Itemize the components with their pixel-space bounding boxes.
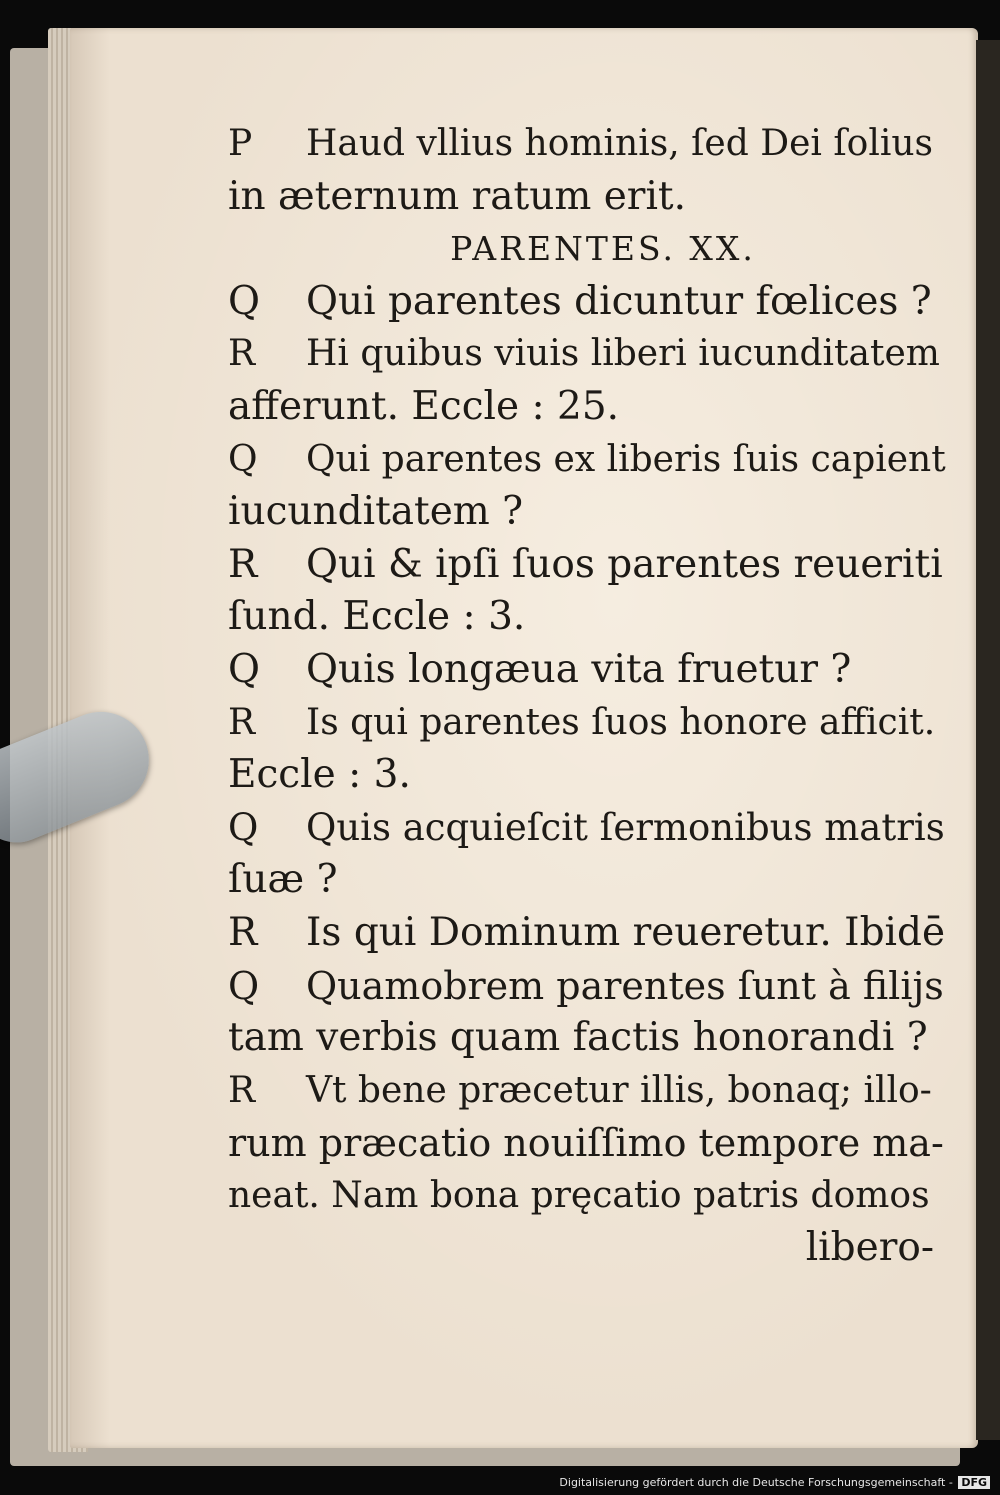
line-text: Vt bene præcetur illis, bonaq; illo- xyxy=(306,1069,932,1111)
text-line xyxy=(228,1065,948,1118)
line-text: Hi quibus viuis liberi iucunditatem xyxy=(306,333,940,375)
text-line xyxy=(228,486,948,539)
text-line xyxy=(228,539,948,592)
page-text xyxy=(228,118,948,1275)
line-text: tam verbis quam factis honorandi ? xyxy=(228,1015,928,1061)
line-text: Eccle : 3. xyxy=(228,752,411,798)
line-text: ſuæ ? xyxy=(228,857,338,903)
line-text: Qui parentes ex liberis ſuis capient xyxy=(306,438,946,480)
line-text: rum præcatio nouiſſimo tempore ma- xyxy=(228,1121,944,1166)
line-text: Quamobrem parentes ſunt à filijs xyxy=(306,963,944,1008)
speaker-marker: Q xyxy=(228,805,259,849)
line-text: Quis longæua vita fruetur ? xyxy=(306,646,852,692)
line-text: iucunditatem ? xyxy=(228,489,524,535)
line-text: Qui parentes dicuntur fœlices ? xyxy=(306,278,932,324)
speaker-marker: R xyxy=(228,541,258,587)
text-line xyxy=(228,276,948,329)
text-line xyxy=(228,1117,948,1170)
line-text: afferunt. Eccle : 25. xyxy=(228,383,620,429)
line-text: Is qui Dominum reueretur. Ibidē xyxy=(306,909,946,955)
credit-text: Digitalisierung gefördert durch die Deutsche Forschungsgemeinschaft - xyxy=(559,1476,953,1489)
line-text: Qui & ipſi ſuos parentes reueriti xyxy=(306,541,943,587)
speaker-marker: R xyxy=(228,701,256,743)
line-text: neat. Nam bona pręcatio patris domos xyxy=(228,1174,930,1216)
text-line xyxy=(228,171,948,224)
text-line xyxy=(228,960,948,1013)
section-heading xyxy=(228,223,948,276)
line-text: in æternum ratum erit. xyxy=(228,173,686,219)
line-text: Quis acquieſcit ſermonibus matris xyxy=(306,805,945,849)
dfg-logo: DFG xyxy=(958,1476,990,1489)
text-line xyxy=(228,591,948,644)
line-text: ſund. Eccle : 3. xyxy=(228,594,526,640)
speaker-marker: R xyxy=(228,909,258,955)
text-line xyxy=(228,697,948,750)
catchword: libero- xyxy=(805,1225,934,1271)
text-line xyxy=(228,118,948,171)
text-line xyxy=(228,644,948,697)
speaker-marker: Q xyxy=(228,438,258,480)
speaker-marker: R xyxy=(228,1069,256,1111)
text-line xyxy=(228,1222,948,1275)
text-line xyxy=(228,802,948,855)
speaker-marker: Q xyxy=(228,646,260,692)
text-line xyxy=(228,328,948,381)
line-text: Haud vllius hominis, ſed Dei ſolius xyxy=(306,123,934,164)
binding-edge xyxy=(976,40,1000,1440)
text-line xyxy=(228,749,948,802)
heading-text: PARENTES. XX. xyxy=(450,229,756,269)
text-line xyxy=(228,381,948,434)
text-line xyxy=(228,1170,948,1223)
speaker-marker: Q xyxy=(228,963,260,1008)
text-line xyxy=(228,854,948,907)
speaker-marker: Q xyxy=(228,278,260,324)
line-text: Is qui parentes ſuos honore afficit. xyxy=(306,701,936,743)
text-line xyxy=(228,1012,948,1065)
speaker-marker: P xyxy=(228,123,253,164)
text-line xyxy=(228,907,948,960)
speaker-marker: R xyxy=(228,333,256,375)
text-line xyxy=(228,434,948,487)
digitization-credit xyxy=(559,1476,990,1489)
